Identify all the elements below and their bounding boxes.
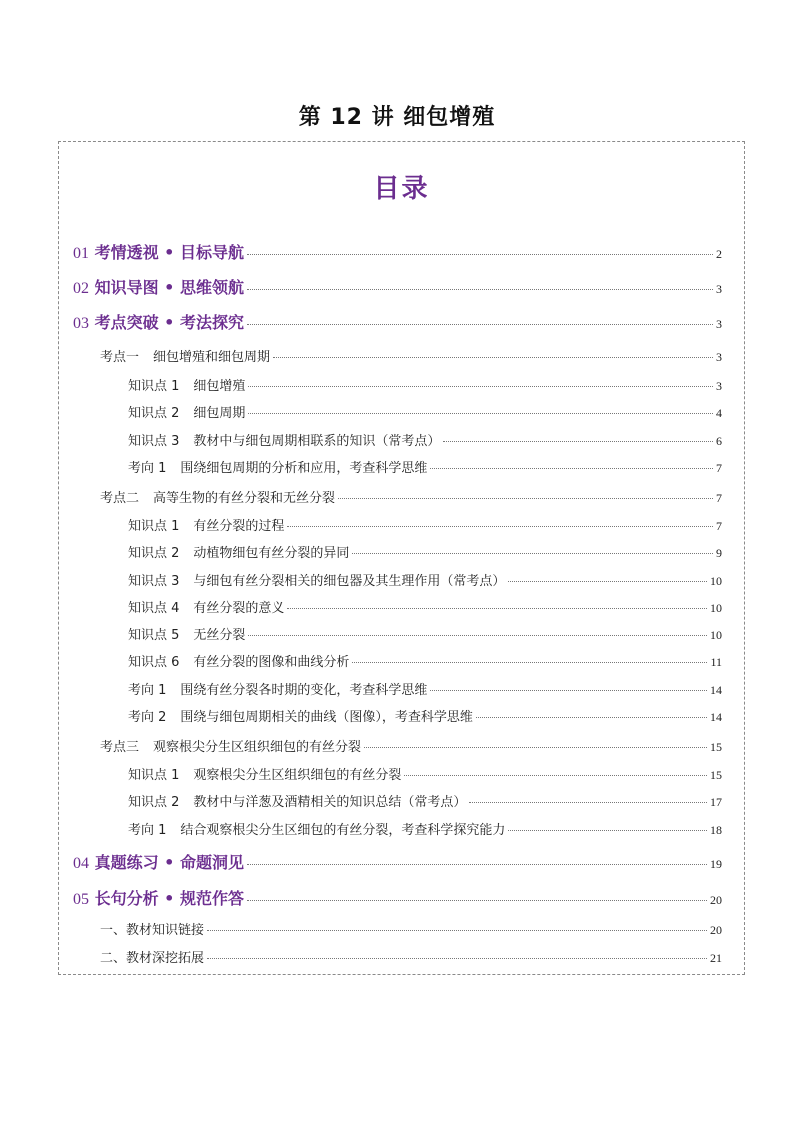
toc-entry-number: 考向 1 [128,823,167,838]
toc-entry-page: 3 [716,317,722,331]
toc-entry-page: 3 [716,379,722,393]
toc-entry[interactable] [128,791,722,810]
toc-entry-number: 知识点 5 [128,628,180,643]
toc-entry-label [128,764,401,783]
toc-entry[interactable] [128,679,722,698]
toc-leader-dots [469,802,707,803]
toc-entry[interactable] [128,430,722,449]
toc-leader-dots [247,289,713,290]
toc-leader-dots [508,830,707,831]
toc-entry-page: 20 [710,923,722,937]
toc-entry-page: 6 [716,434,722,448]
document-title: 第 12 讲 细包增殖 [298,105,496,130]
toc-entry-label [128,542,349,561]
toc-leader-dots [430,690,707,691]
toc-entry-page: 15 [710,740,722,754]
toc-entry-label [73,850,244,873]
toc-entry-text: 结合观察根尖分生区细包的有丝分裂，考查科学探究能力 [180,823,506,838]
toc-entry-label [73,310,244,333]
toc-entry-text: 动植物细包有丝分裂的异同 [193,546,350,561]
toc-entry-label [100,346,270,365]
toc-entry-number: 04 [73,855,89,872]
toc-leader-dots [248,386,713,387]
toc-entry-page: 21 [710,951,722,965]
toc-entry-text: 围绕有丝分裂各时期的变化，考查科学思维 [180,683,428,698]
toc-entry-page: 18 [710,823,722,837]
toc-entry-number: 知识点 2 [128,546,180,561]
toc-entry[interactable] [100,736,722,755]
toc-leader-dots [404,775,707,776]
toc-entry-number: 考点三 [100,740,140,755]
toc-entry-label [100,947,204,966]
toc-entry-label [100,487,335,506]
toc-entry-label [128,375,245,394]
toc-leader-dots [508,581,707,582]
toc-entry-label [128,515,284,534]
toc-entry-page: 3 [716,282,722,296]
toc-entry-page: 14 [710,683,722,697]
toc-leader-dots [207,930,707,931]
toc-entry-text: 观察根尖分生区组织细包的有丝分裂 [193,768,402,783]
toc-entry-page: 11 [710,655,722,669]
toc-entry-text: 细包周期 [193,406,246,421]
toc-entry-label [128,597,284,616]
toc-entry-text: 围绕细包周期的分析和应用，考查科学思维 [180,461,428,476]
toc-entry-label [128,791,466,810]
toc-entry-page: 3 [716,350,722,364]
toc-entry-number: 考点二 [100,491,140,506]
toc-entry[interactable] [128,515,722,534]
toc-entry[interactable] [128,375,722,394]
toc-entry-number: 考向 1 [128,683,167,698]
toc-entry-text: 高等生物的有丝分裂和无丝分裂 [153,491,336,506]
toc-entry-label [128,430,440,449]
toc-entry-number: 考向 2 [128,710,167,725]
toc-entry[interactable] [128,457,722,476]
toc-entry-page: 10 [710,628,722,642]
toc-leader-dots [364,747,707,748]
toc-entry[interactable] [128,542,722,561]
toc-entry-page: 7 [716,519,722,533]
toc-entry-number: 知识点 2 [128,795,180,810]
toc-entry-text: 无丝分裂 [193,628,246,643]
toc-entry-number: 01 [73,245,89,262]
toc-entry-page: 4 [716,406,722,420]
toc-heading: 目录 [373,174,430,204]
toc-entry[interactable] [73,310,722,333]
toc-entry-page: 10 [710,601,722,615]
toc-leader-dots [247,900,707,901]
toc-leader-dots [247,254,713,255]
toc-entry-number: 05 [73,891,89,908]
toc-entry[interactable] [100,919,722,938]
toc-leader-dots [207,958,707,959]
toc-entry[interactable] [128,624,722,643]
toc-entry-page: 7 [716,461,722,475]
toc-entry-list [59,142,744,974]
toc-entry[interactable] [128,651,722,670]
toc-entry-text: 一、教材知识链接 [100,923,205,938]
toc-entry-text: 长句分析 • 规范作答 [94,889,244,908]
toc-entry-number: 知识点 3 [128,434,180,449]
toc-entry[interactable] [100,346,722,365]
toc-leader-dots [247,324,713,325]
toc-entry[interactable] [73,886,722,909]
toc-entry[interactable] [128,402,722,421]
toc-entry-label [128,706,473,725]
toc-entry-label [100,736,361,755]
toc-entry-text: 围绕与细包周期相关的曲线（图像），考查科学思维 [180,710,473,725]
toc-entry-label [100,919,204,938]
toc-entry-number: 知识点 4 [128,601,180,616]
toc-leader-dots [273,357,713,358]
toc-leader-dots [430,468,713,469]
toc-entry-label [128,402,245,421]
toc-entry-number: 考点一 [100,350,140,365]
toc-entry[interactable] [73,240,722,263]
toc-entry-text: 二、教材深挖拓展 [100,951,205,966]
toc-entry-label [73,240,244,263]
toc-entry-text: 有丝分裂的意义 [193,601,285,616]
toc-entry[interactable] [100,947,722,966]
toc-entry-page: 7 [716,491,722,505]
toc-entry[interactable] [73,850,722,873]
toc-entry[interactable] [128,570,722,589]
toc-entry-text: 有丝分裂的图像和曲线分析 [193,655,350,670]
toc-entry-label [128,679,427,698]
toc-entry-page: 10 [710,574,722,588]
toc-leader-dots [287,608,707,609]
toc-entry-label [128,819,505,838]
toc-entry-text: 细包增殖和细包周期 [153,350,271,365]
toc-entry-label [73,886,244,909]
toc-leader-dots [476,717,707,718]
toc-entry-number: 02 [73,280,89,297]
toc-leader-dots [248,635,707,636]
toc-leader-dots [352,553,713,554]
toc-entry-page: 14 [710,710,722,724]
toc-leader-dots [287,526,713,527]
toc-entry-text: 知识导图 • 思维领航 [94,278,244,297]
toc-entry-number: 知识点 1 [128,379,180,394]
toc-entry-text: 观察根尖分生区组织细包的有丝分裂 [153,740,362,755]
toc-entry[interactable] [128,764,722,783]
toc-leader-dots [248,413,713,414]
toc-entry[interactable] [128,819,722,838]
toc-entry[interactable] [128,706,722,725]
toc-entry[interactable] [128,597,722,616]
toc-entry-page: 19 [710,857,722,871]
toc-entry-number: 03 [73,315,89,332]
toc-leader-dots [352,662,707,663]
toc-entry-text: 考情透视 • 目标导航 [94,243,244,262]
toc-entry-text: 教材中与细包周期相联系的知识（常考点） [193,434,441,449]
toc-entry-text: 细包增殖 [193,379,246,394]
toc-entry-page: 2 [716,247,722,261]
toc-entry-label [128,570,505,589]
toc-entry-number: 知识点 3 [128,574,180,589]
toc-entry-number: 知识点 2 [128,406,180,421]
toc-entry-page: 9 [716,546,722,560]
toc-entry-label [128,624,245,643]
toc-entry-page: 15 [710,768,722,782]
toc-entry-page: 17 [710,795,722,809]
toc-entry-text: 真题练习 • 命题洞见 [94,853,244,872]
toc-entry-text: 教材中与洋葱及酒精相关的知识总结（常考点） [193,795,467,810]
toc-entry-text: 与细包有丝分裂相关的细包器及其生理作用（常考点） [193,574,506,589]
toc-leader-dots [338,498,713,499]
toc-entry-number: 考向 1 [128,461,167,476]
toc-entry[interactable] [100,487,722,506]
toc-entry-label [128,651,349,670]
toc-entry-text: 考点突破 • 考法探究 [94,313,244,332]
toc-entry-number: 知识点 1 [128,768,180,783]
toc-entry-label [73,275,244,298]
toc-entry[interactable] [73,275,722,298]
toc-entry-text: 有丝分裂的过程 [193,519,285,534]
toc-leader-dots [247,864,707,865]
toc-entry-number: 知识点 1 [128,519,180,534]
toc-entry-number: 知识点 6 [128,655,180,670]
toc-leader-dots [443,441,713,442]
table-of-contents [58,141,745,975]
toc-entry-label [128,457,427,476]
toc-entry-page: 20 [710,893,722,907]
